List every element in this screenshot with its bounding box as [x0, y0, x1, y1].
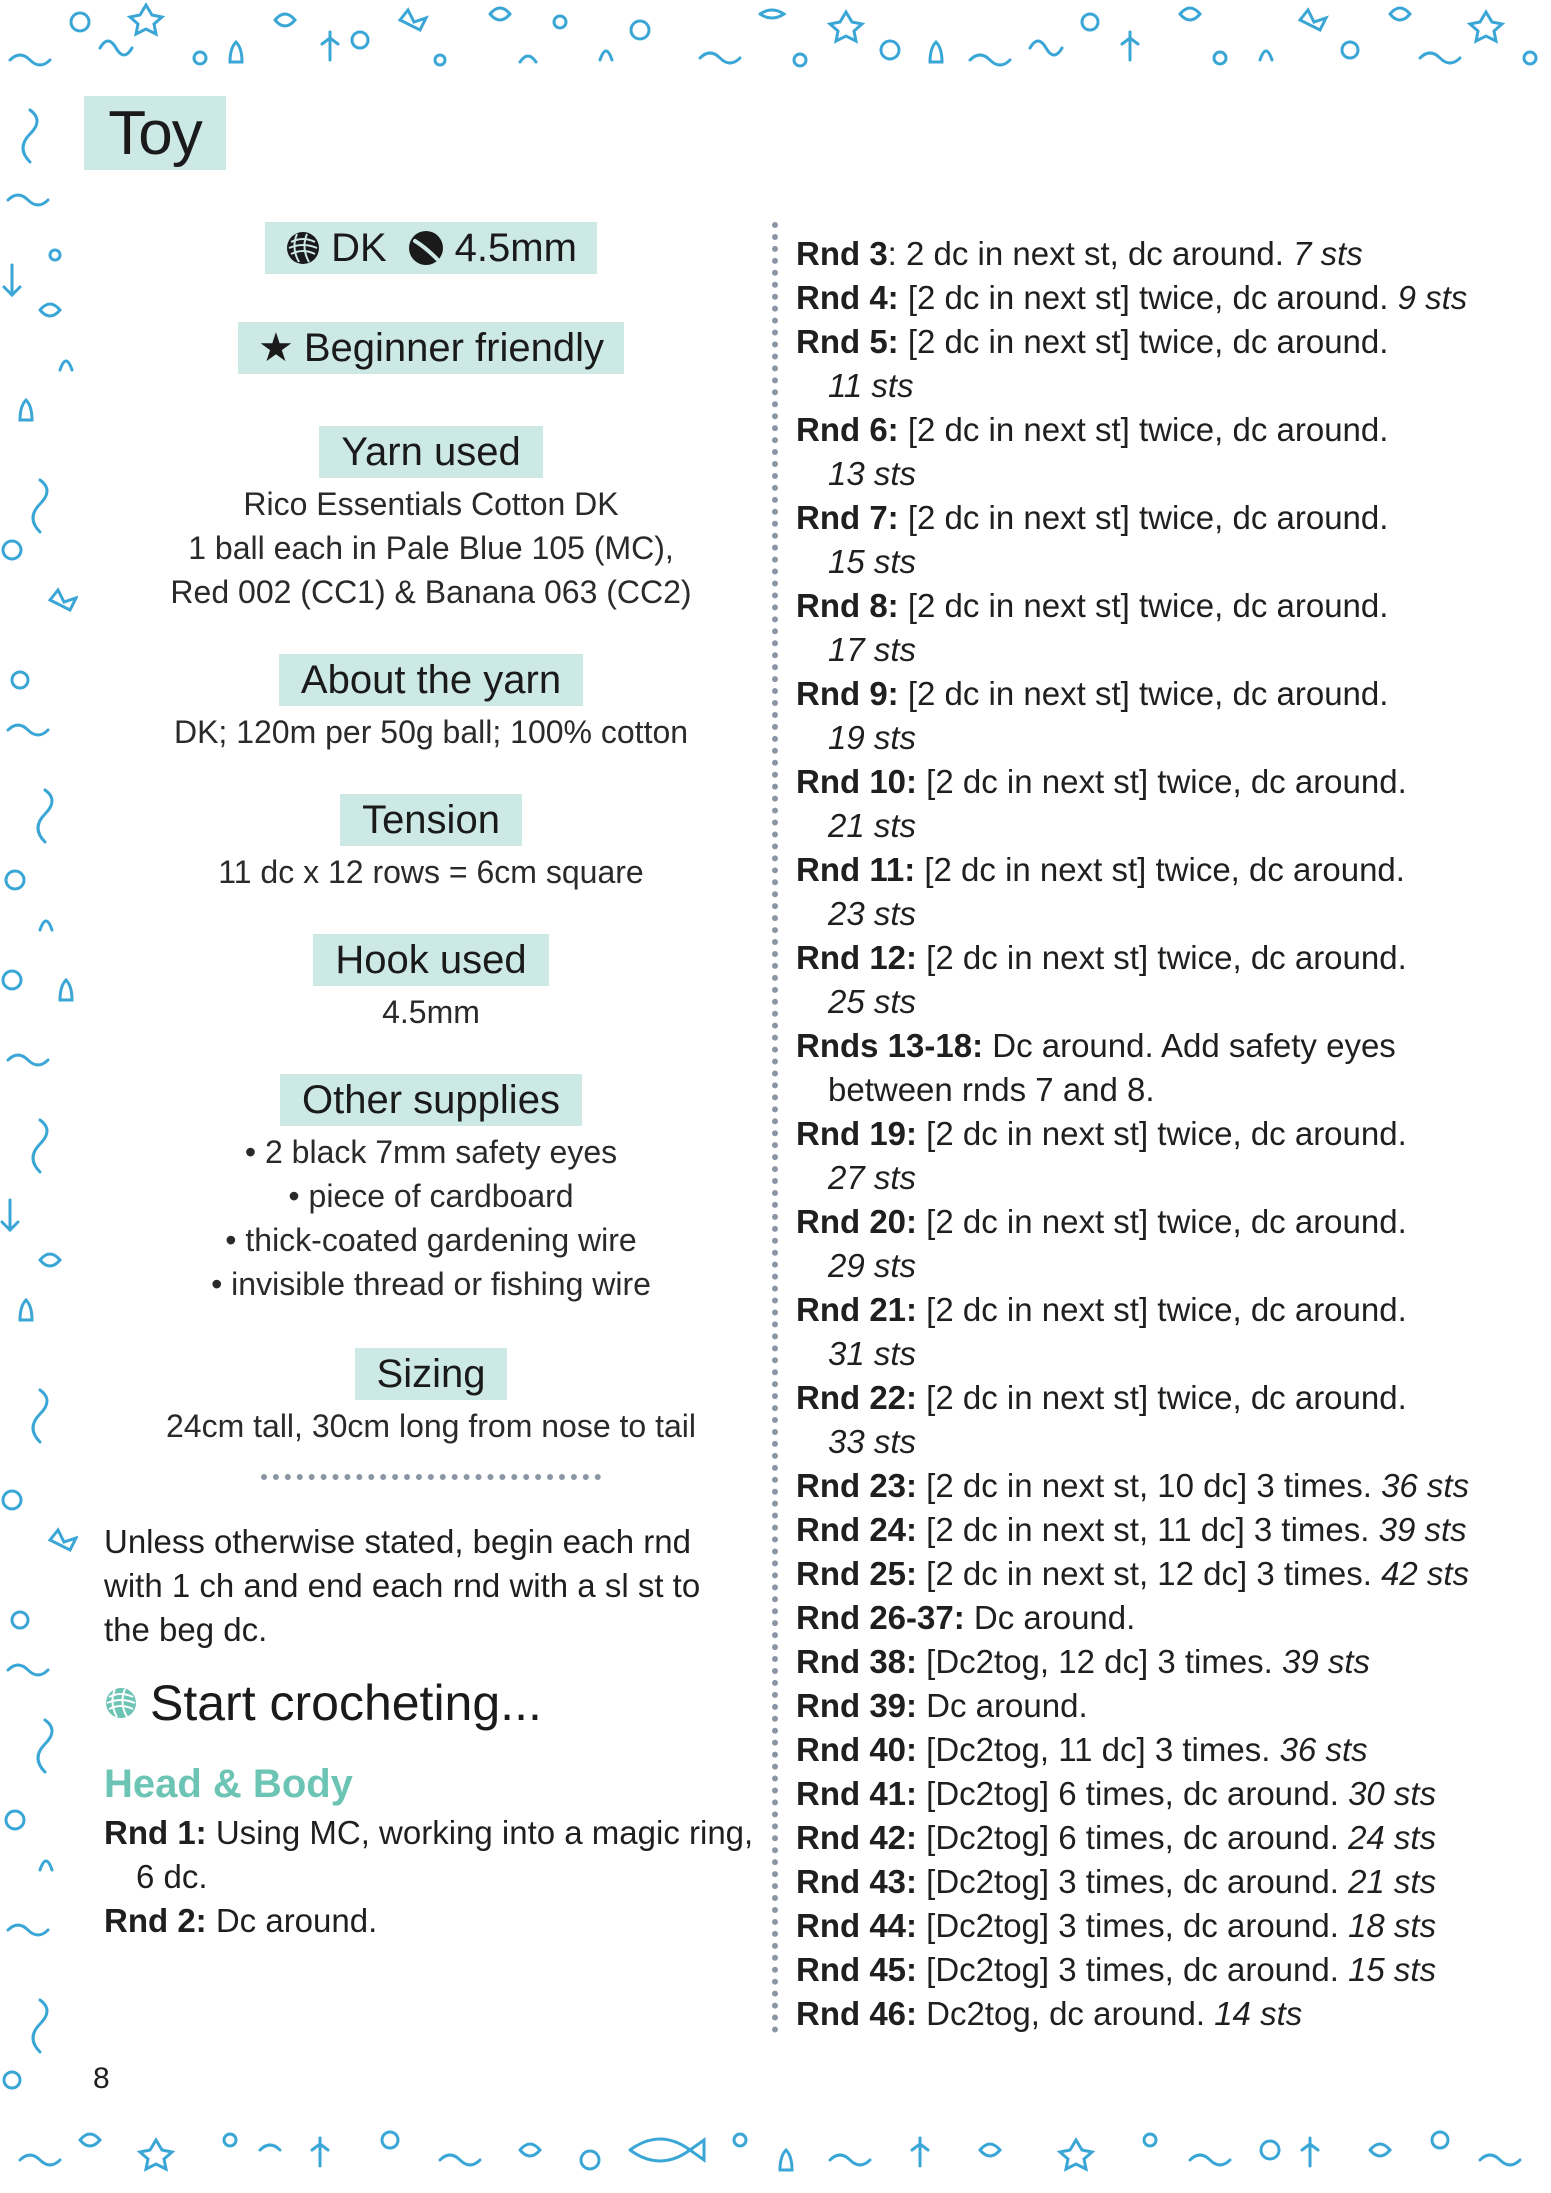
decorative-border-top [0, 0, 1551, 80]
round-instruction [796, 1728, 1516, 1772]
round-text-continued [796, 1244, 1516, 1288]
round-label: Rnd 46: [796, 1995, 918, 2032]
round-text-continued [796, 1420, 1516, 1464]
round-text: [2 dc in next st] twice, dc around. [898, 279, 1398, 316]
round-text: [2 dc in next st] twice, dc around. [898, 587, 1389, 624]
round-label: Rnd 12: [796, 939, 918, 976]
head-body-heading: Head & Body [104, 1762, 353, 1806]
round-instruction [104, 1811, 766, 1899]
round-instruction [796, 408, 1516, 496]
stitch-count: 14 sts [1214, 1995, 1303, 2032]
round-text-continued [796, 364, 1516, 408]
round-label: Rnd 24: [796, 1511, 918, 1548]
round-text-continued [796, 1332, 1516, 1376]
round-text-continued [796, 452, 1516, 496]
stitch-count: 25 sts [828, 983, 917, 1020]
round-text: [2 dc in next st] twice, dc around. [898, 499, 1389, 536]
tension-text: 11 dc x 12 rows = 6cm square [218, 854, 644, 890]
decorative-border-bottom [0, 2110, 1551, 2193]
sizing-heading: Sizing [355, 1348, 508, 1400]
round-text: : 2 dc in next st, dc around. [887, 235, 1294, 272]
stitch-count: 23 sts [828, 895, 917, 932]
round-instruction [796, 848, 1516, 936]
stitch-count: 36 sts [1381, 1467, 1470, 1504]
dotted-divider [261, 1474, 601, 1480]
round-text-continued [796, 540, 1516, 584]
page-number: 8 [93, 2062, 110, 2095]
stitch-count: 30 sts [1348, 1775, 1437, 1812]
round-instruction [796, 936, 1516, 1024]
yarn-used-line: Red 002 (CC1) & Banana 063 (CC2) [170, 574, 692, 610]
about-yarn-text: DK; 120m per 50g ball; 100% cotton [173, 714, 689, 750]
round-text-continued [796, 804, 1516, 848]
round-instruction [796, 1112, 1516, 1200]
round-text: Dc2tog, dc around. [917, 1995, 1215, 2032]
round-text: [2 dc in next st, 11 dc] 3 times. [917, 1511, 1379, 1548]
stitch-count: 11 sts [828, 367, 914, 404]
round-text: [2 dc in next st, 12 dc] 3 times. [917, 1555, 1382, 1592]
round-label: Rnd 4: [796, 279, 899, 316]
round-instruction [796, 1508, 1516, 1552]
decorative-border-left [0, 80, 78, 2110]
intro-line: with 1 ch and end each rnd with a sl st to [104, 1567, 701, 1604]
round-label: Rnd 38: [796, 1643, 918, 1680]
round-label: Rnd 8: [796, 587, 899, 624]
round-instruction [796, 1552, 1516, 1596]
crochet-hook-icon [407, 229, 445, 267]
round-label: Rnd 41: [796, 1775, 918, 1812]
round-instruction [796, 1596, 1516, 1640]
round-text: Dc around. [206, 1902, 378, 1939]
round-label: Rnd 43: [796, 1863, 918, 1900]
column-divider [772, 222, 778, 2034]
round-instruction [796, 1200, 1516, 1288]
stitch-count: 42 sts [1381, 1555, 1470, 1592]
round-text: [Dc2tog, 12 dc] 3 times. [917, 1643, 1283, 1680]
page-title-box [84, 96, 226, 170]
stitch-count: 39 sts [1282, 1643, 1371, 1680]
round-text: [2 dc in next st] twice, dc around. [917, 1379, 1407, 1416]
yarn-ball-icon [104, 1686, 138, 1720]
round-text-continued [796, 980, 1516, 1024]
stitch-count: 21 sts [1348, 1863, 1437, 1900]
round-text: [2 dc in next st] twice, dc around. [917, 1291, 1407, 1328]
stitch-count: 15 sts [1348, 1951, 1437, 1988]
round-text: [2 dc in next st] twice, dc around. [917, 1203, 1407, 1240]
round-instruction [796, 232, 1516, 276]
about-yarn-heading: About the yarn [279, 654, 583, 706]
round-text-continued [796, 628, 1516, 672]
round-text: [2 dc in next st] twice, dc around. [917, 939, 1407, 976]
round-instruction [796, 1376, 1516, 1464]
right-column-rounds [796, 232, 1516, 2036]
yarn-used-line: 1 ball each in Pale Blue 105 (MC), [188, 530, 674, 566]
round-text: [Dc2tog, 11 dc] 3 times. [917, 1731, 1280, 1768]
round-label: Rnd 26-37: [796, 1599, 965, 1636]
round-instruction [796, 1288, 1516, 1376]
stitch-count: 27 sts [828, 1159, 917, 1196]
round-text: [Dc2tog] 6 times, dc around. [917, 1775, 1349, 1812]
round-label: Rnd 3 [796, 235, 888, 272]
round-text: Dc around. [964, 1599, 1136, 1636]
round-label: Rnd 6: [796, 411, 899, 448]
left-column [96, 220, 766, 1943]
round-text: [2 dc in next st] twice, dc around. [915, 851, 1405, 888]
round-instruction [104, 1899, 766, 1943]
round-label: Rnd 5: [796, 323, 899, 360]
round-text: [Dc2tog] 3 times, dc around. [917, 1907, 1349, 1944]
hook-used-text: 4.5mm [382, 994, 480, 1030]
round-instruction [796, 1860, 1516, 1904]
head-body-section [104, 1762, 766, 1943]
round-instruction [796, 1772, 1516, 1816]
sizing-text: 24cm tall, 30cm long from nose to tail [165, 1408, 696, 1444]
stitch-count: 31 sts [828, 1335, 917, 1372]
round-text: [2 dc in next st] twice, dc around. [917, 1115, 1407, 1152]
round-text: [2 dc in next st] twice, dc around. [898, 675, 1389, 712]
supply-item: • invisible thread or fishing wire [211, 1266, 651, 1302]
stitch-count: 13 sts [828, 455, 917, 492]
round-text: [2 dc in next st] twice, dc around. [898, 411, 1389, 448]
start-crocheting-heading [104, 1674, 766, 1732]
stitch-count: 15 sts [828, 543, 917, 580]
stitch-count: 17 sts [828, 631, 917, 668]
round-instruction [796, 1024, 1516, 1112]
supply-item: • 2 black 7mm safety eyes [244, 1134, 618, 1170]
stitch-count: 7 sts [1293, 235, 1363, 272]
round-instruction [796, 1684, 1516, 1728]
round-label: Rnd 20: [796, 1203, 918, 1240]
round-instruction [796, 496, 1516, 584]
round-instruction [796, 1816, 1516, 1860]
round-label: Rnds 13-18: [796, 1027, 984, 1064]
round-text-continued [796, 892, 1516, 936]
round-label: Rnd 2: [104, 1902, 207, 1939]
difficulty-label: Beginner friendly [303, 326, 605, 370]
yarn-used-line: Rico Essentials Cotton DK [243, 486, 619, 522]
round-label: Rnd 10: [796, 763, 918, 800]
round-text-continued: between rnds 7 and 8. [828, 1071, 1155, 1108]
round-label: Rnd 25: [796, 1555, 918, 1592]
round-instruction [796, 1904, 1516, 1948]
yarn-ball-icon [285, 230, 321, 266]
round-text: [2 dc in next st] twice, dc around. [917, 763, 1407, 800]
stitch-count: 9 sts [1397, 279, 1468, 316]
round-label: Rnd 40: [796, 1731, 918, 1768]
round-text: [2 dc in next st, 10 dc] 3 times. [917, 1467, 1382, 1504]
intro-paragraph [104, 1520, 766, 1652]
round-label: Rnd 21: [796, 1291, 918, 1328]
round-text-continued [796, 1156, 1516, 1200]
yarn-weight-label: DK [331, 226, 387, 270]
start-crocheting-label: Start crocheting... [150, 1675, 542, 1731]
round-text: [Dc2tog] 3 times, dc around. [917, 1951, 1349, 1988]
intro-line: the beg dc. [104, 1611, 268, 1648]
star-icon: ★ [257, 326, 294, 370]
hook-used-heading: Hook used [313, 934, 548, 986]
round-label: Rnd 7: [796, 499, 899, 536]
stitch-count: 36 sts [1279, 1731, 1368, 1768]
stitch-count: 19 sts [828, 719, 917, 756]
round-label: Rnd 39: [796, 1687, 918, 1724]
round-label: Rnd 9: [796, 675, 899, 712]
round-text: [Dc2tog] 3 times, dc around. [917, 1863, 1349, 1900]
round-text-continued: 6 dc. [136, 1858, 208, 1895]
stitch-count: 21 sts [828, 807, 917, 844]
round-text-continued [796, 716, 1516, 760]
round-label: Rnd 11: [796, 851, 916, 888]
hook-size-label: 4.5mm [454, 226, 577, 270]
round-instruction [796, 1948, 1516, 1992]
round-instruction [796, 1640, 1516, 1684]
round-instruction [796, 584, 1516, 672]
round-label: Rnd 1: [104, 1814, 207, 1851]
difficulty-badge [238, 322, 624, 374]
supply-item: • thick-coated gardening wire [225, 1222, 637, 1258]
round-text: Using MC, working into a magic ring, [206, 1814, 754, 1851]
round-instruction [796, 760, 1516, 848]
tension-heading: Tension [340, 794, 522, 846]
round-instruction [796, 320, 1516, 408]
supply-item: • piece of cardboard [288, 1178, 574, 1214]
other-supplies-heading: Other supplies [280, 1074, 582, 1126]
stitch-count: 39 sts [1378, 1511, 1467, 1548]
stitch-count: 18 sts [1348, 1907, 1437, 1944]
round-instruction [796, 1464, 1516, 1508]
round-text: [2 dc in next st] twice, dc around. [898, 323, 1389, 360]
yarn-weight-hook-badge [265, 222, 597, 274]
round-label: Rnd 22: [796, 1379, 918, 1416]
round-text: [Dc2tog] 6 times, dc around. [917, 1819, 1349, 1856]
round-label: Rnd 19: [796, 1115, 918, 1152]
intro-line: Unless otherwise stated, begin each rnd [104, 1523, 692, 1560]
yarn-used-heading: Yarn used [319, 426, 542, 478]
round-label: Rnd 45: [796, 1951, 918, 1988]
round-label: Rnd 44: [796, 1907, 918, 1944]
stitch-count: 24 sts [1348, 1819, 1437, 1856]
round-instruction [796, 672, 1516, 760]
round-label: Rnd 42: [796, 1819, 918, 1856]
round-instruction [796, 276, 1516, 320]
round-instruction [796, 1992, 1516, 2036]
page-title: Toy [108, 98, 202, 168]
round-text: Dc around. [917, 1687, 1088, 1724]
round-label: Rnd 23: [796, 1467, 918, 1504]
stitch-count: 29 sts [828, 1247, 917, 1284]
stitch-count: 33 sts [828, 1423, 917, 1460]
round-text: Dc around. Add safety eyes [983, 1027, 1396, 1064]
